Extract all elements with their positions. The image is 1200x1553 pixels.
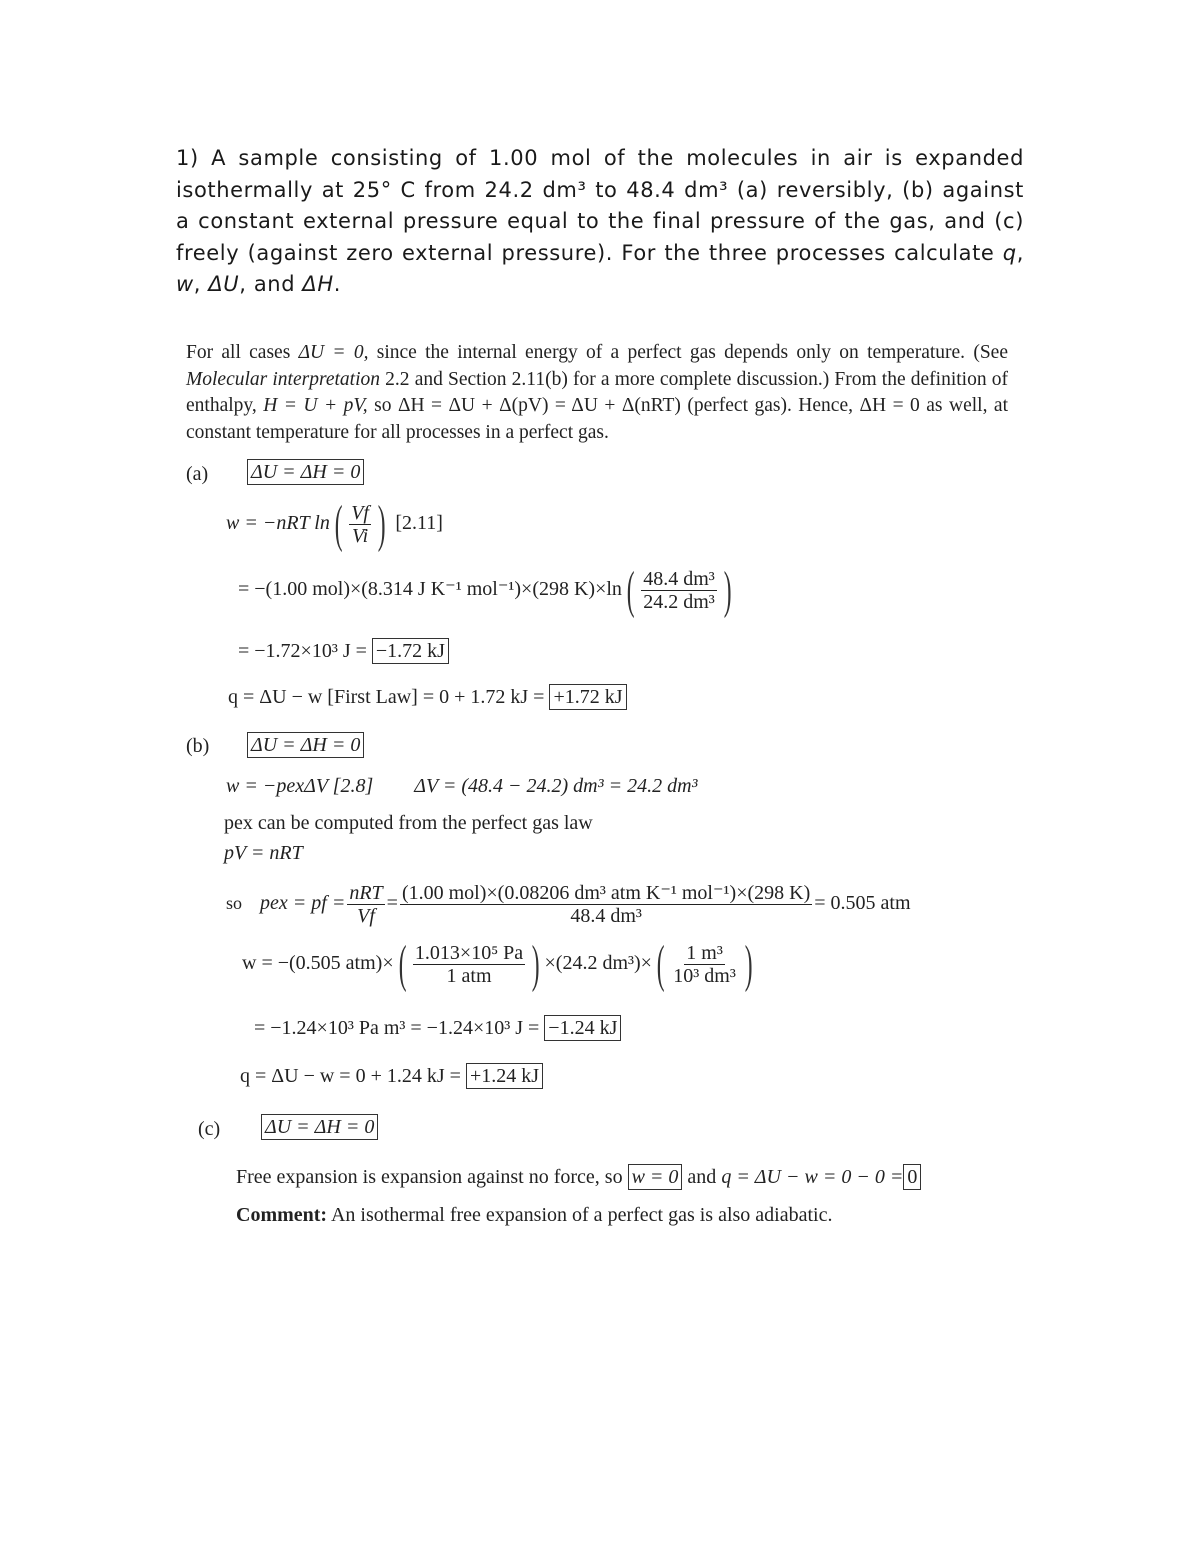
part-b-work-result: = −1.24×10³ Pa m³ = −1.24×10³ J = −1.24 kJ [254,1015,621,1041]
part-c-label: (c) [198,1118,221,1140]
pex-note: pex can be computed from the perfect gas law [224,812,593,834]
intro-paragraph: For all cases ΔU = 0, since the internal energy of a perfect gas depends only on temperature. (See Molecular interpretation 2.2 and Section 2.11(b) for a more complete discussion.) From the definition of enthalpy, H = U + pV, so ΔH = ΔU + Δ(pV) = ΔU + Δ(nRT) (perfect gas). Hence, ΔH = 0 as well, at constant temperature for all processes in a perfect gas. [186,342,1008,443]
comment: Comment: An isothermal free expansion of a perfect gas is also adiabatic. [236,1204,833,1226]
pex-calculation: so pex = pf = $\frac{\text{nRT}}{Vf}$ = $\frac{\text{(1.00 mol)×(0.08206 dm³ atm K⁻¹ mol⁻¹)×(298 K)}}{\text{48.4 dm³}}$ = 0.505 atm [226,882,911,927]
part-b-heat: q = ΔU − w = 0 + 1.24 kJ = +1.24 kJ [240,1063,543,1089]
question-text: 1) A sample consisting of 1.00 mol of the molecules in air is expanded isothermally at 25° C from 24.2 dm³ to 48.4 dm³ (a) reversibly, (b) against a constant external pressure equal to the final pressure of the gas, and (c) freely (against zero external pressure). For the three processes calculate q, w, ΔU, and ΔH. [176,146,1024,296]
part-b-label: (b) [186,735,210,757]
part-a-work-calculation: = −(1.00 mol)×(8.314 J K⁻¹ mol⁻¹)×(298 K)×ln( $\frac{\text{48.4 dm³}}{\text{24.2 dm³}}$ ) [238,561,732,619]
part-b-work-formula: w = −pexΔV [2.8] ΔV = (48.4 − 24.2) dm³ = 24.2 dm³ [226,775,698,797]
part-a-work-formula: w = −nRT ln( $\frac{Vf}{Vi}$ ) [2.11] [226,495,443,553]
free-expansion-statement: Free expansion is expansion against no force, so w = 0 and q = ΔU − w = 0 − 0 = 0 [236,1164,921,1190]
ideal-gas-law: pV = nRT [224,842,303,864]
part-a-boxed-result: ΔU = ΔH = 0 [247,459,364,485]
part-a-label: (a) [186,463,209,485]
part-b-boxed-result: ΔU = ΔH = 0 [247,732,364,758]
part-a-heat: q = ΔU − w [First Law] = 0 + 1.72 kJ = +1.72 kJ [228,684,627,710]
part-b-work-calculation: w = −(0.505 atm)×( $\frac{\text{1.013×10⁵ Pa}}{\text{1 atm}}$ ) ×(24.2 dm³)×( $\frac{\text{1 m³}}{\text{10³ dm³}}$ ) [242,935,753,993]
part-a-work-result: = −1.72×10³ J = −1.72 kJ [238,638,449,664]
part-c-boxed-result: ΔU = ΔH = 0 [261,1114,378,1140]
